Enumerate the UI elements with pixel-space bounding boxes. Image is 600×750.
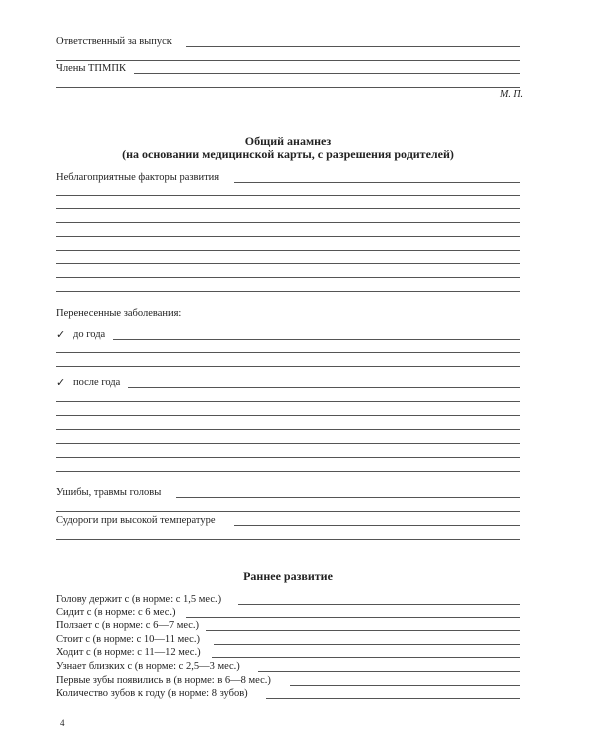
before-year-line[interactable]: [113, 339, 520, 340]
members-label: Члены ТПМПК: [56, 63, 126, 74]
milestone-label: Первые зубы появились в (в норме: в 6—8 мес.): [56, 675, 271, 686]
milestone-line[interactable]: [206, 630, 520, 631]
check-icon: ✓: [56, 328, 66, 341]
blank-line[interactable]: [56, 415, 520, 416]
blank-line[interactable]: [56, 457, 520, 458]
blank-line[interactable]: [56, 277, 520, 278]
responsible-label: Ответственный за выпуск: [56, 36, 172, 47]
responsible-line[interactable]: [186, 46, 520, 47]
milestone-label: Голову держит с (в норме: с 1,5 мес.): [56, 594, 222, 605]
before-year-label: до года: [73, 329, 106, 340]
early-development-title: Раннее развитие: [243, 569, 333, 583]
blank-line[interactable]: [56, 60, 520, 61]
head-injuries-line[interactable]: [176, 497, 520, 498]
blank-line[interactable]: [56, 208, 520, 209]
after-year-label: после года: [73, 377, 121, 388]
milestone-line[interactable]: [186, 617, 520, 618]
milestone-line[interactable]: [212, 657, 520, 658]
blank-line[interactable]: [56, 443, 520, 444]
blank-line[interactable]: [56, 539, 520, 540]
seizures-line[interactable]: [234, 525, 520, 526]
milestone-label: Количество зубов к году (в норме: 8 зубов): [56, 688, 248, 699]
milestone-line[interactable]: [290, 685, 520, 686]
milestone-line[interactable]: [214, 644, 520, 645]
blank-line[interactable]: [56, 250, 520, 251]
blank-line[interactable]: [56, 471, 520, 472]
section-subtitle: (на основании медицинской карты, с разрешения родителей): [122, 147, 454, 161]
blank-line[interactable]: [56, 511, 520, 512]
blank-line[interactable]: [56, 366, 520, 367]
blank-line[interactable]: [56, 401, 520, 402]
blank-line[interactable]: [56, 429, 520, 430]
milestone-label: Ходит с (в норме: с 11—12 мес.): [56, 647, 201, 658]
milestone-label: Ползает с (в норме: с 6—7 мес.): [56, 620, 200, 631]
section-title: Общий анамнез: [244, 134, 332, 148]
page-number: 4: [60, 718, 65, 728]
milestone-label: Стоит с (в норме: с 10—11 мес.): [56, 634, 200, 645]
milestone-label: Сидит с (в норме: с 6 мес.): [56, 607, 176, 618]
blank-line[interactable]: [56, 352, 520, 353]
blank-line[interactable]: [56, 195, 520, 196]
after-year-line[interactable]: [128, 387, 520, 388]
stamp-label: М. П.: [500, 89, 524, 100]
head-injuries-label: Ушибы, травмы головы: [56, 487, 162, 498]
blank-line[interactable]: [56, 236, 520, 237]
blank-line[interactable]: [56, 263, 520, 264]
adverse-factors-label: Неблагоприятные факторы развития: [56, 172, 220, 183]
milestone-line[interactable]: [258, 671, 520, 672]
blank-line[interactable]: [56, 291, 520, 292]
members-line[interactable]: [134, 73, 520, 74]
seizures-label: Судороги при высокой температуре: [56, 515, 216, 526]
diseases-label: Перенесенные заболевания:: [56, 308, 182, 319]
milestone-line[interactable]: [238, 604, 520, 605]
milestone-label: Узнает близких с (в норме: с 2,5—3 мес.): [56, 661, 240, 672]
adverse-factors-line[interactable]: [234, 182, 520, 183]
blank-line[interactable]: [56, 222, 520, 223]
check-icon: ✓: [56, 376, 66, 389]
milestone-line[interactable]: [266, 698, 520, 699]
blank-line[interactable]: [56, 87, 520, 88]
